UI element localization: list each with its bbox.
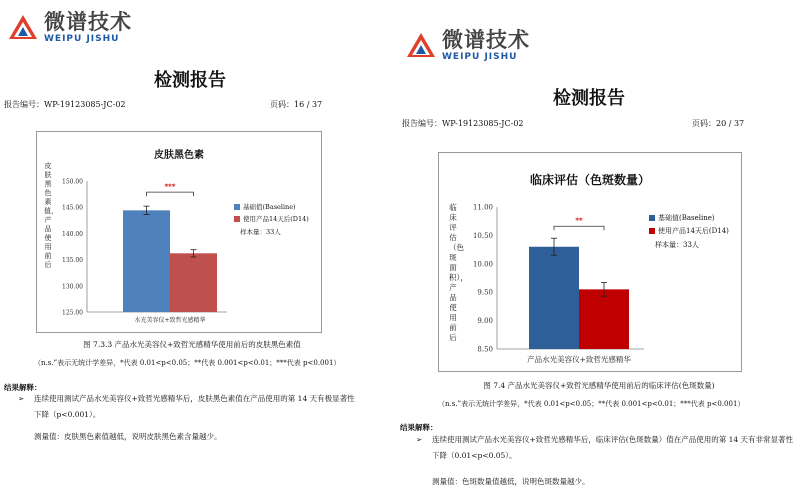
y-tick-label: 9.50 (477, 288, 493, 297)
page-title: 检测报告 (154, 70, 226, 91)
legend-swatch (649, 215, 655, 221)
legend-swatch (234, 216, 240, 222)
sample-size-text: 样本量：33人 (655, 241, 699, 249)
sample-size (240, 227, 309, 236)
legend-item-baseline (234, 202, 309, 211)
measurement-note: 测量值：色斑数量值越低，说明色斑数量越少。 (432, 477, 590, 486)
chart-title: 临床评估（色斑数量） (529, 173, 650, 187)
x-category-label: 水光美容仪+致哲光感精华 (134, 317, 206, 324)
chart-plot (439, 153, 741, 371)
y-tick-label: 145.00 (62, 204, 83, 212)
figure-caption: 图 7.3.3 产品水光美容仪+致哲光感精华使用前后的皮肤黑色素值 (83, 340, 301, 349)
sample-size (655, 240, 729, 250)
bar-baseline (123, 210, 170, 312)
result-text: 连续使用测试产品水光美容仪+致哲光感精华后，临床评估(色斑数量）值在产品使用的第 14 天有非常显著性下降（0.01<p<0.05）。 (432, 435, 794, 460)
legend-label: 使用产品14天后(D14) (658, 227, 729, 235)
page-number: 页码：16 / 37 (270, 100, 323, 109)
legend-item-d14 (234, 214, 309, 223)
legend (234, 202, 309, 239)
y-tick-label: 10.50 (472, 231, 493, 240)
legend (649, 213, 729, 253)
bar-baseline (529, 247, 579, 349)
measurement-note: 测量值：皮肤黑色素值越低，说明皮肤黑色素含量越少。 (34, 432, 222, 441)
report-number: 报告编号：WP-19123085-JC-02 (4, 100, 126, 109)
significance-bracket (147, 192, 194, 196)
result-bullet (416, 432, 796, 464)
legend-item-baseline (649, 213, 729, 223)
left-logo (6, 12, 132, 44)
legend-swatch (234, 204, 240, 210)
weipu-logo-icon (6, 13, 40, 43)
bar-d14 (579, 289, 629, 349)
significance-mark: ** (575, 216, 583, 226)
y-axis-label: 临床评估（色斑面积），产品使用前后 (449, 203, 468, 342)
y-axis-label: 皮肤黑色素值，产品使用前后 (44, 162, 58, 269)
legend-label: 基础值(Baseline) (243, 203, 296, 211)
legend-label: 使用产品14天后(D14) (243, 215, 309, 223)
legend-label: 基础值(Baseline) (658, 214, 715, 222)
significance-note: （n.s.”表示无统计学差异，*代表 0.01<p<0.05；**代表 0.001<p<0.01；***代表 p<0.001） (34, 359, 341, 367)
arrow-bullet-icon: ➢ (18, 394, 25, 403)
page-title: 检测报告 (553, 88, 625, 109)
y-tick-label: 125.00 (62, 309, 83, 317)
significance-mark: *** (164, 182, 176, 192)
y-tick-label: 135.00 (62, 257, 83, 265)
result-heading: 结果解释： (4, 383, 42, 392)
arrow-bullet-icon: ➢ (416, 435, 423, 444)
y-tick-label: 11.00 (472, 203, 493, 212)
y-tick-label: 10.00 (472, 260, 493, 269)
weipu-logo-icon (404, 31, 438, 61)
y-tick-label: 140.00 (62, 230, 83, 238)
significance-bracket (554, 226, 604, 230)
logo-cn-text: 微谱技术 (44, 10, 132, 34)
significance-note: （n.s.”表示无统计学差异，*代表 0.01<p<0.05；**代表 0.001<p<0.01；***代表 p<0.001） (438, 400, 745, 408)
page-number: 页码：20 / 37 (692, 119, 745, 128)
sample-size-text: 样本量：33人 (240, 228, 281, 236)
figure-caption: 图 7.4 产品水光美容仪+致哲光感精华使用前后的临床评估(色斑数量) (483, 381, 715, 390)
report-number: 报告编号：WP-19123085-JC-02 (402, 119, 524, 128)
bar-d14 (170, 253, 217, 312)
result-heading: 结果解释： (400, 423, 438, 432)
chart-clinical-spots (438, 152, 742, 372)
y-tick-label: 8.50 (477, 345, 493, 354)
right-page (400, 0, 802, 500)
y-tick-label: 9.00 (477, 317, 493, 326)
y-tick-label: 150.00 (62, 178, 83, 186)
y-tick-label: 130.00 (62, 283, 83, 291)
logo-en-text: WEIPU JISHU (44, 34, 120, 44)
result-bullet (18, 391, 358, 423)
logo-cn-text: 微谱技术 (442, 28, 530, 52)
left-page (0, 0, 390, 500)
logo-en-text: WEIPU JISHU (442, 52, 518, 62)
right-logo (404, 30, 530, 62)
result-text: 连续使用测试产品水光美容仪+致哲光感精华后，皮肤黑色素值在产品使用的第 14 天有极显著性下降（p<0.001）。 (34, 394, 355, 419)
chart-skin-melanin (36, 131, 322, 333)
legend-item-d14 (649, 226, 729, 236)
chart-title: 皮肤黑色素 (154, 150, 204, 161)
x-category-label: 产品水光美容仪+致哲光感精华 (527, 355, 631, 364)
legend-swatch (649, 228, 655, 234)
